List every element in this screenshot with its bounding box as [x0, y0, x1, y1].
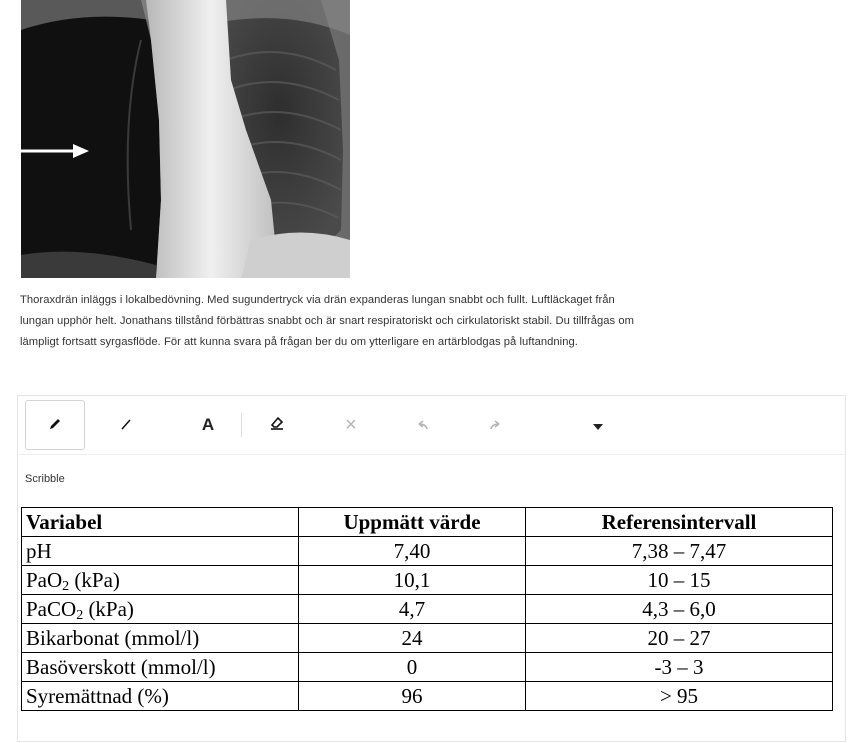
- table-header-row: [22, 508, 833, 537]
- pencil-tool-button[interactable]: [25, 400, 85, 450]
- reference-cell: 4,3 – 6,0: [526, 595, 833, 624]
- pointer-arrow-icon: [21, 143, 91, 159]
- drawing-editor: [17, 395, 846, 742]
- clear-icon: ×: [345, 413, 357, 436]
- blood-gas-table: [21, 507, 833, 711]
- column-header: Uppmätt värde: [299, 508, 526, 537]
- column-header: Referensintervall: [526, 508, 833, 537]
- variable-suffix: (kPa): [69, 567, 120, 592]
- case-description: [20, 290, 850, 353]
- reference-cell: 10 – 15: [526, 566, 833, 595]
- variable-suffix: (kPa): [83, 596, 134, 621]
- variable-cell: Basöverskott (mmol/l): [22, 653, 299, 682]
- value-cell: 10,1: [299, 566, 526, 595]
- variable-subscript: 2: [62, 578, 70, 594]
- reference-cell: -3 – 3: [526, 653, 833, 682]
- text-icon: A: [201, 415, 215, 434]
- line-tool-button[interactable]: [96, 400, 156, 450]
- text-tool-button[interactable]: [178, 400, 238, 450]
- variable-cell: [22, 595, 299, 624]
- table-row: [22, 653, 833, 682]
- variable-cell: pH: [22, 537, 299, 566]
- more-options-dropdown[interactable]: [568, 400, 628, 450]
- table-row: [22, 595, 833, 624]
- reference-cell: > 95: [526, 682, 833, 711]
- table-row: [22, 682, 833, 711]
- chest-xray-image: [21, 0, 350, 278]
- value-cell: 96: [299, 682, 526, 711]
- reference-cell: 20 – 27: [526, 624, 833, 653]
- tool-mode-label: Scribble: [25, 473, 65, 485]
- pencil-icon: [48, 415, 62, 436]
- table-row: [22, 566, 833, 595]
- value-cell: 4,7: [299, 595, 526, 624]
- value-cell: 7,40: [299, 537, 526, 566]
- line-icon: [119, 415, 133, 436]
- redo-icon: [488, 415, 502, 436]
- variable-subscript: 2: [76, 607, 84, 623]
- drawing-toolbar: [18, 396, 845, 455]
- eraser-tool-button[interactable]: [247, 400, 307, 450]
- variable-prefix: PaO: [26, 567, 63, 592]
- reference-cell: 7,38 – 7,47: [526, 537, 833, 566]
- case-text-line: Thoraxdrän inläggs i lokalbedövning. Med sugundertryck via drän expanderas lungan snabbt och fullt. Luftläckaget från: [20, 294, 615, 306]
- toolbar-divider: [241, 413, 242, 437]
- case-text-line: lungan upphör helt. Jonathans tillstånd förbättras snabbt och är snart respiratoriskt och cirkulatoriskt stabil. Du tillfrågas om: [20, 315, 634, 327]
- column-header: Variabel: [22, 508, 299, 537]
- variable-cell: Syremättnad (%): [22, 682, 299, 711]
- undo-button[interactable]: [393, 400, 453, 450]
- clear-button[interactable]: [321, 400, 381, 450]
- value-cell: 24: [299, 624, 526, 653]
- undo-icon: [416, 415, 430, 436]
- redo-button[interactable]: [465, 400, 525, 450]
- value-cell: 0: [299, 653, 526, 682]
- variable-prefix: PaCO: [26, 596, 77, 621]
- table-row: [22, 624, 833, 653]
- dropdown-icon: [592, 415, 604, 436]
- case-text-line: lämpligt fortsatt syrgasflöde. För att kunna svara på frågan ber du om ytterligare en artärblodgas på luftandning.: [20, 336, 578, 348]
- variable-cell: Bikarbonat (mmol/l): [22, 624, 299, 653]
- table-row: [22, 537, 833, 566]
- variable-cell: [22, 566, 299, 595]
- eraser-icon: [269, 415, 285, 436]
